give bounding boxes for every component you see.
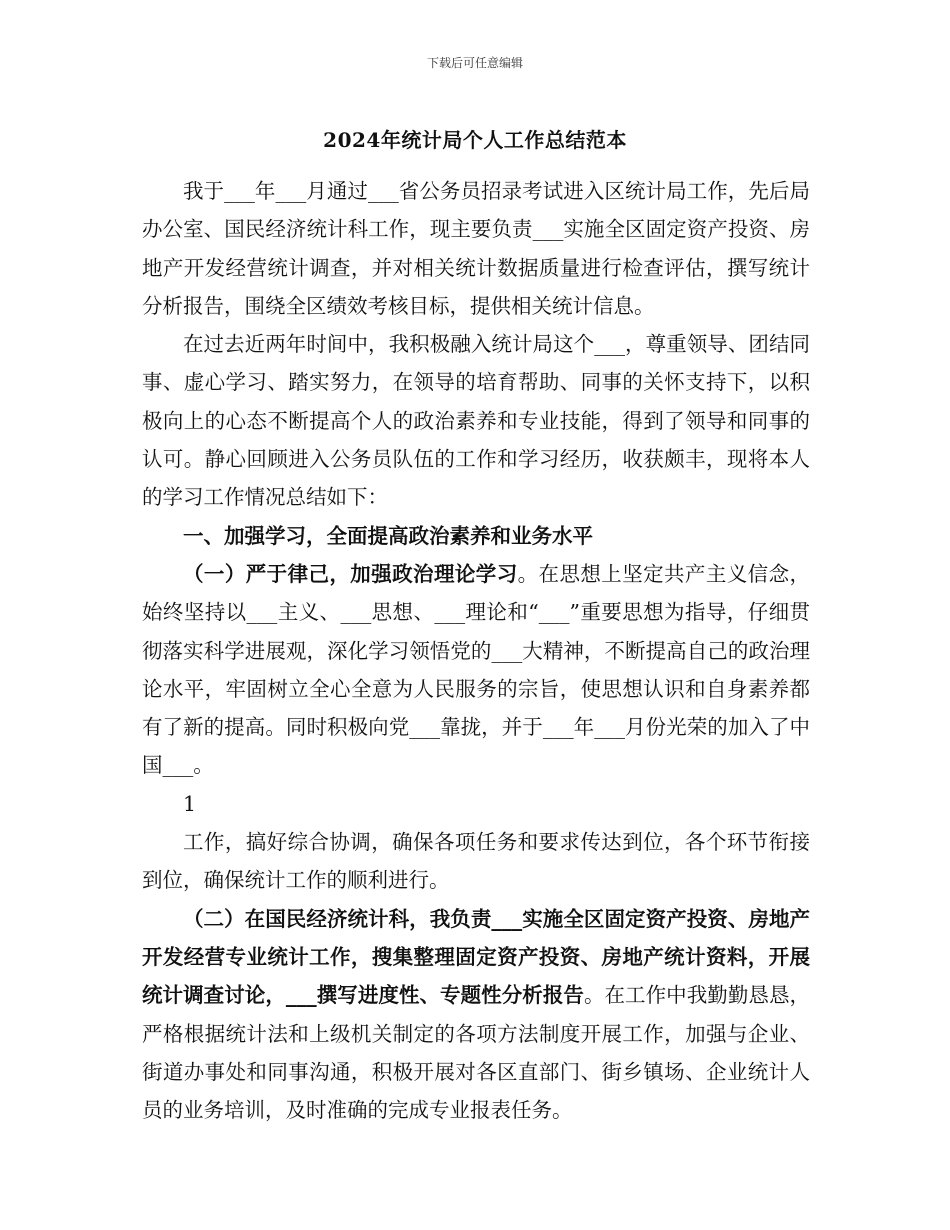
page-number: 1 xyxy=(183,791,197,816)
paragraph-intro: 我于___年___月通过___省公务员招录考试进入区统计局工作，先后局办公室、国民经济统计科工作，现主要负责___实施全区固定资产投资、房地产开发经营统计调查，并对相关统计数据质量进行检查评估，撰写统计分析报告，围绕全区绩效考核目标，提供相关统计信息。 xyxy=(142,179,810,318)
paragraph-political-study xyxy=(142,555,810,785)
paragraph-economic-stats-text: 。在工作中我勤勤恳恳，严格根据统计法和上级机关制定的各项方法制度开展工作，加强与企业、街道办事处和同事沟通，积极开展对各区直部门、街乡镇场、企业统计人员的业务培训，及时准确的完成专业报表任务。 xyxy=(142,983,811,1123)
document-title: 2024年统计局个人工作总结范本 xyxy=(323,128,627,152)
section-heading-1: 一、加强学习，全面提高政治素养和业务水平 xyxy=(183,523,593,548)
subheading-1: （一）严于律己，加强政治理论学习 xyxy=(183,561,518,586)
header-note: 下载后可任意编辑 xyxy=(426,56,523,70)
subheading-2: （二）在国民经济统计科，我负责___实施全区固定资产投资、房地产开发经营专业统计工作，搜集整理固定资产投资、房地产统计资料，开展统计调查讨论，___撰写进度性、专题性分析报告 xyxy=(142,906,810,1008)
document-body xyxy=(142,172,810,1129)
paragraph-economic-stats xyxy=(142,900,810,1130)
paragraph-political-study-text: 。在思想上坚定共产主义信念，始终坚持以___主义、___思想、___理论和“___”重要思想为指导，仔细贯彻落实科学进展观，深化学习领悟党的___大精神，不断提高自己的政治理论水平，牢固树立全心全意为人民服务的宗旨，使思想认识和自身素养都有了新的提高。同时积极向党___靠拢，并于___年___月份光荣的加入了中国___。 xyxy=(142,561,811,778)
paragraph-review: 在过去近两年时间中，我积极融入统计局这个___，尊重领导、团结同事、虚心学习、踏实努力，在领导的培育帮助、同事的关怀支持下，以积极向上的心态不断提高个人的政治素养和专业技能，得到了领导和同事的认可。静心回顾进入公务员队伍的工作和学习经历，收获颇丰，现将本人的学习工作情况总结如下： xyxy=(142,332,810,510)
paragraph-coordination: 工作，搞好综合协调，确保各项任务和要求传达到位，各个环节衔接到位，确保统计工作的顺利进行。 xyxy=(142,830,810,893)
